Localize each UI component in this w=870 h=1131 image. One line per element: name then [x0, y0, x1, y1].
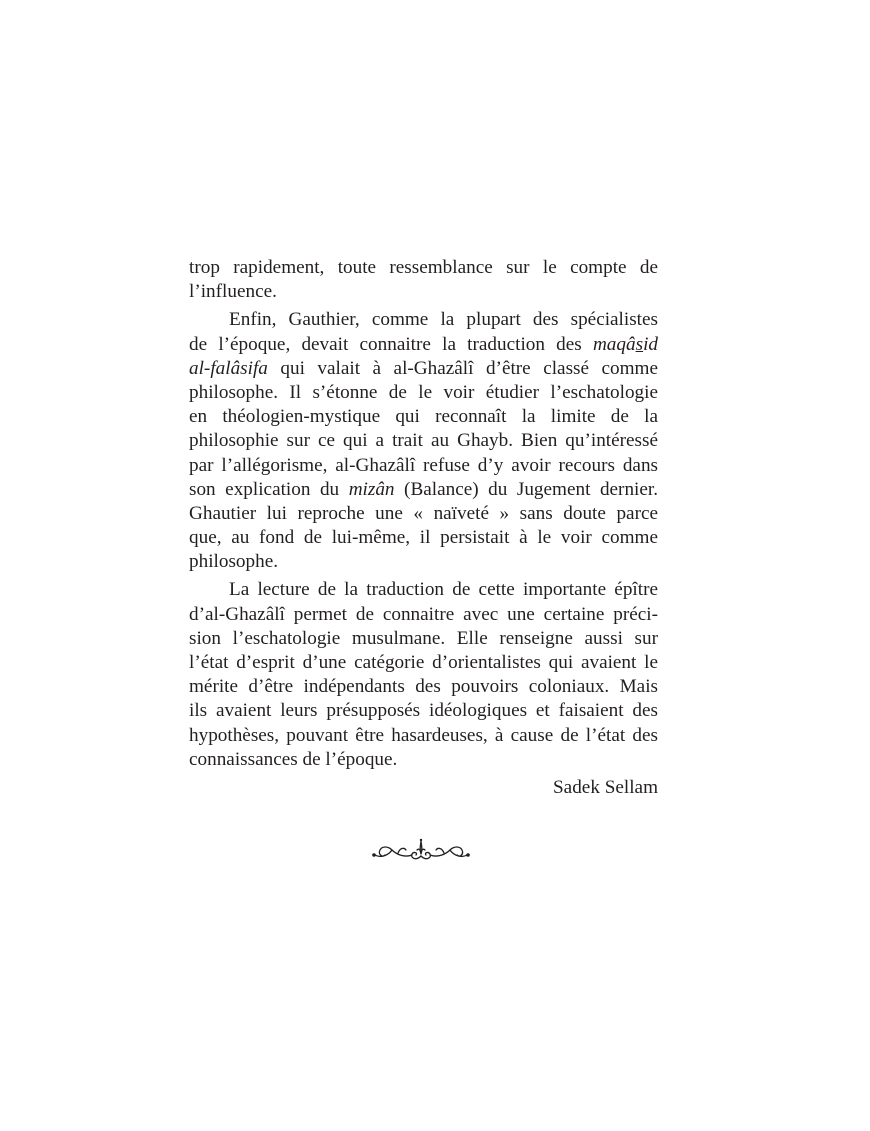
- text-line: [189, 675, 658, 699]
- italic-term: id: [643, 333, 658, 355]
- text-line: [189, 280, 658, 304]
- text-line: [189, 308, 658, 332]
- text-segment: ils avaient leurs présupposés idéologiques et faisaient des: [189, 700, 658, 722]
- text-segment: hypothèses, pouvant être hasardeuses, à cause de l’état des: [189, 724, 658, 746]
- text-segment: d’al-Ghazâlî permet de connaitre avec une certaine préci-: [189, 603, 658, 625]
- italic-term: s: [635, 333, 644, 355]
- text-segment: l’influence.: [189, 281, 277, 303]
- text-segment: trop rapidement, toute ressemblance sur le compte de: [189, 257, 658, 278]
- text-line: [189, 405, 658, 429]
- floral-ornament-icon: [370, 836, 472, 866]
- text-segment: philosophe.: [189, 551, 279, 573]
- text-segment: qui valait à al-Ghazâlî d’être classé comme: [267, 357, 658, 379]
- text-segment: connaissances de l’époque.: [189, 748, 398, 770]
- text-line: [189, 578, 658, 602]
- text-line: [189, 454, 658, 478]
- text-line: [189, 333, 658, 357]
- text-segment: philosophie sur ce qui a trait au Ghayb. Bien qu’intéressé: [189, 430, 658, 452]
- text-segment: philosophe. Il s’étonne de le voir étudier l’eschatologie: [189, 381, 658, 403]
- text-line: [189, 357, 658, 381]
- paragraph: [189, 256, 658, 304]
- text-segment: La lecture de la traduction de cette importante épître: [229, 579, 658, 601]
- signature: Sadek Sellam: [553, 776, 658, 798]
- text-segment: en théologien-mystique qui reconnaît la limite de la: [189, 406, 658, 428]
- paragraph: [189, 308, 658, 574]
- text-line: [189, 699, 658, 723]
- body-text: [189, 256, 658, 800]
- paragraph: [189, 578, 658, 772]
- italic-term: maqâ: [592, 333, 636, 355]
- text-line: [189, 550, 658, 574]
- italic-term: mizân: [348, 478, 395, 500]
- text-line: [189, 526, 658, 550]
- text-segment: par l’allégorisme, al-Ghazâlî refuse d’y avoir recours dans: [189, 454, 658, 476]
- text-line: [189, 256, 658, 280]
- text-segment: que, au fond de lui-même, il persistait à le voir comme: [189, 527, 658, 549]
- text-line: [189, 724, 658, 748]
- text-line: [189, 603, 658, 627]
- text-line: [189, 502, 658, 526]
- text-segment: son explication du: [189, 478, 349, 500]
- text-line: [189, 748, 658, 772]
- text-line: [189, 429, 658, 453]
- text-segment: de l’époque, devait connaitre la traduction des: [189, 333, 593, 355]
- text-line: [189, 627, 658, 651]
- italic-term: al-falâsifa: [189, 357, 268, 379]
- text-line: [189, 651, 658, 675]
- text-segment: sion l’eschatologie musulmane. Elle renseigne aussi sur: [189, 627, 658, 649]
- text-segment: Ghautier lui reproche une « naïveté » sans doute parce: [189, 502, 658, 524]
- text-segment: (Balance) du Jugement dernier.: [394, 478, 659, 500]
- text-segment: l’état d’esprit d’une catégorie d’orientalistes qui avaient le: [189, 652, 658, 673]
- text-line: [189, 381, 658, 405]
- paragraphs: [189, 256, 658, 772]
- text-segment: mérite d’être indépendants des pouvoirs coloniaux. Mais: [189, 676, 658, 698]
- text-segment: Enfin, Gauthier, comme la plupart des spécialistes: [229, 309, 658, 331]
- text-line: [189, 478, 658, 502]
